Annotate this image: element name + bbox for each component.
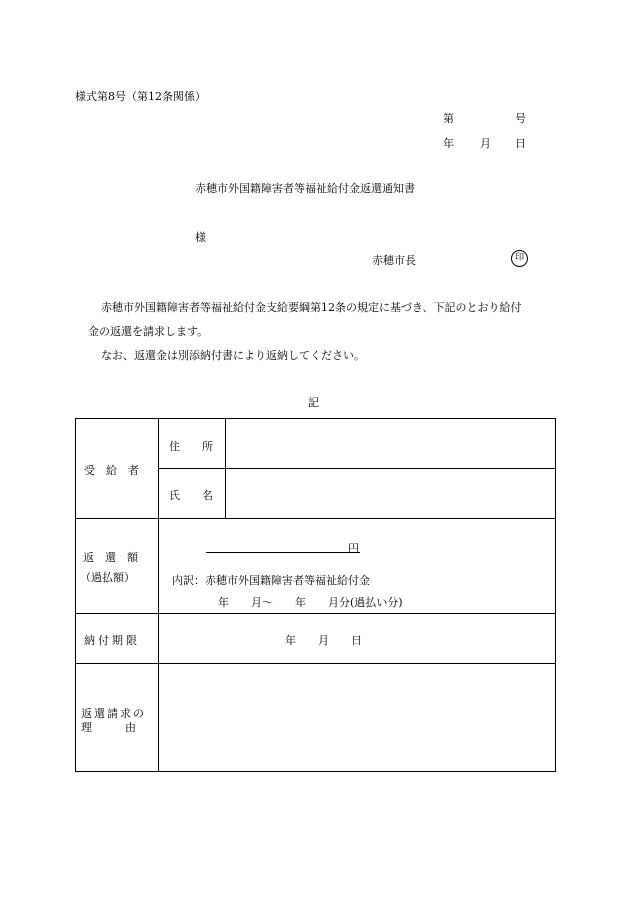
refund-amount-label: 返 還 額 [83, 551, 138, 564]
name-label: 氏 名 [169, 489, 213, 502]
address-field[interactable] [226, 419, 555, 468]
issuer-name: 赤穂市長 [372, 254, 416, 267]
refund-reason-label: 返還請求の [81, 707, 146, 720]
overpaid-amount-label: （過払額） [80, 571, 135, 584]
refund-reason-label-2: 理 由 [81, 721, 136, 734]
recipient-label: 受 給 者 [84, 464, 139, 477]
yen-unit: 円 [348, 542, 359, 555]
period-text: 年 月～ 年 月分(過払い分) [218, 596, 403, 609]
address-label: 住 所 [169, 440, 213, 453]
body-line-3: なお、返還金は別添納付書により返納してください。 [101, 349, 365, 362]
date-month: 月 [480, 137, 491, 150]
document-title: 赤穂市外国籍障害者等福祉給付金返還通知書 [195, 182, 415, 195]
date-year: 年 [443, 137, 454, 150]
body-line-2: 金の返還を請求します。 [88, 325, 209, 338]
body-line-1: 赤穂市外国籍障害者等福祉給付金支給要綱第12条の規定に基づき、下記のとおり給付 [101, 301, 522, 314]
ki-heading: 記 [308, 396, 319, 409]
doc-number-suffix: 号 [515, 112, 526, 125]
date-day: 日 [515, 137, 526, 150]
amount-underline [206, 552, 360, 553]
refund-reason-field[interactable] [159, 664, 555, 771]
payment-deadline-label: 納付期限 [84, 634, 140, 647]
form-number: 様式第8号（第12条関係） [75, 90, 206, 103]
payment-deadline-value: 年 月 日 [285, 634, 362, 647]
name-field[interactable] [226, 469, 555, 518]
addressee-suffix: 様 [195, 231, 206, 244]
breakdown-text: 内訳：赤穂市外国籍障害者等福祉給付金 [172, 574, 370, 587]
doc-number-prefix: 第 [443, 112, 454, 125]
refund-table [75, 418, 556, 772]
seal-icon: 印 [511, 250, 528, 267]
